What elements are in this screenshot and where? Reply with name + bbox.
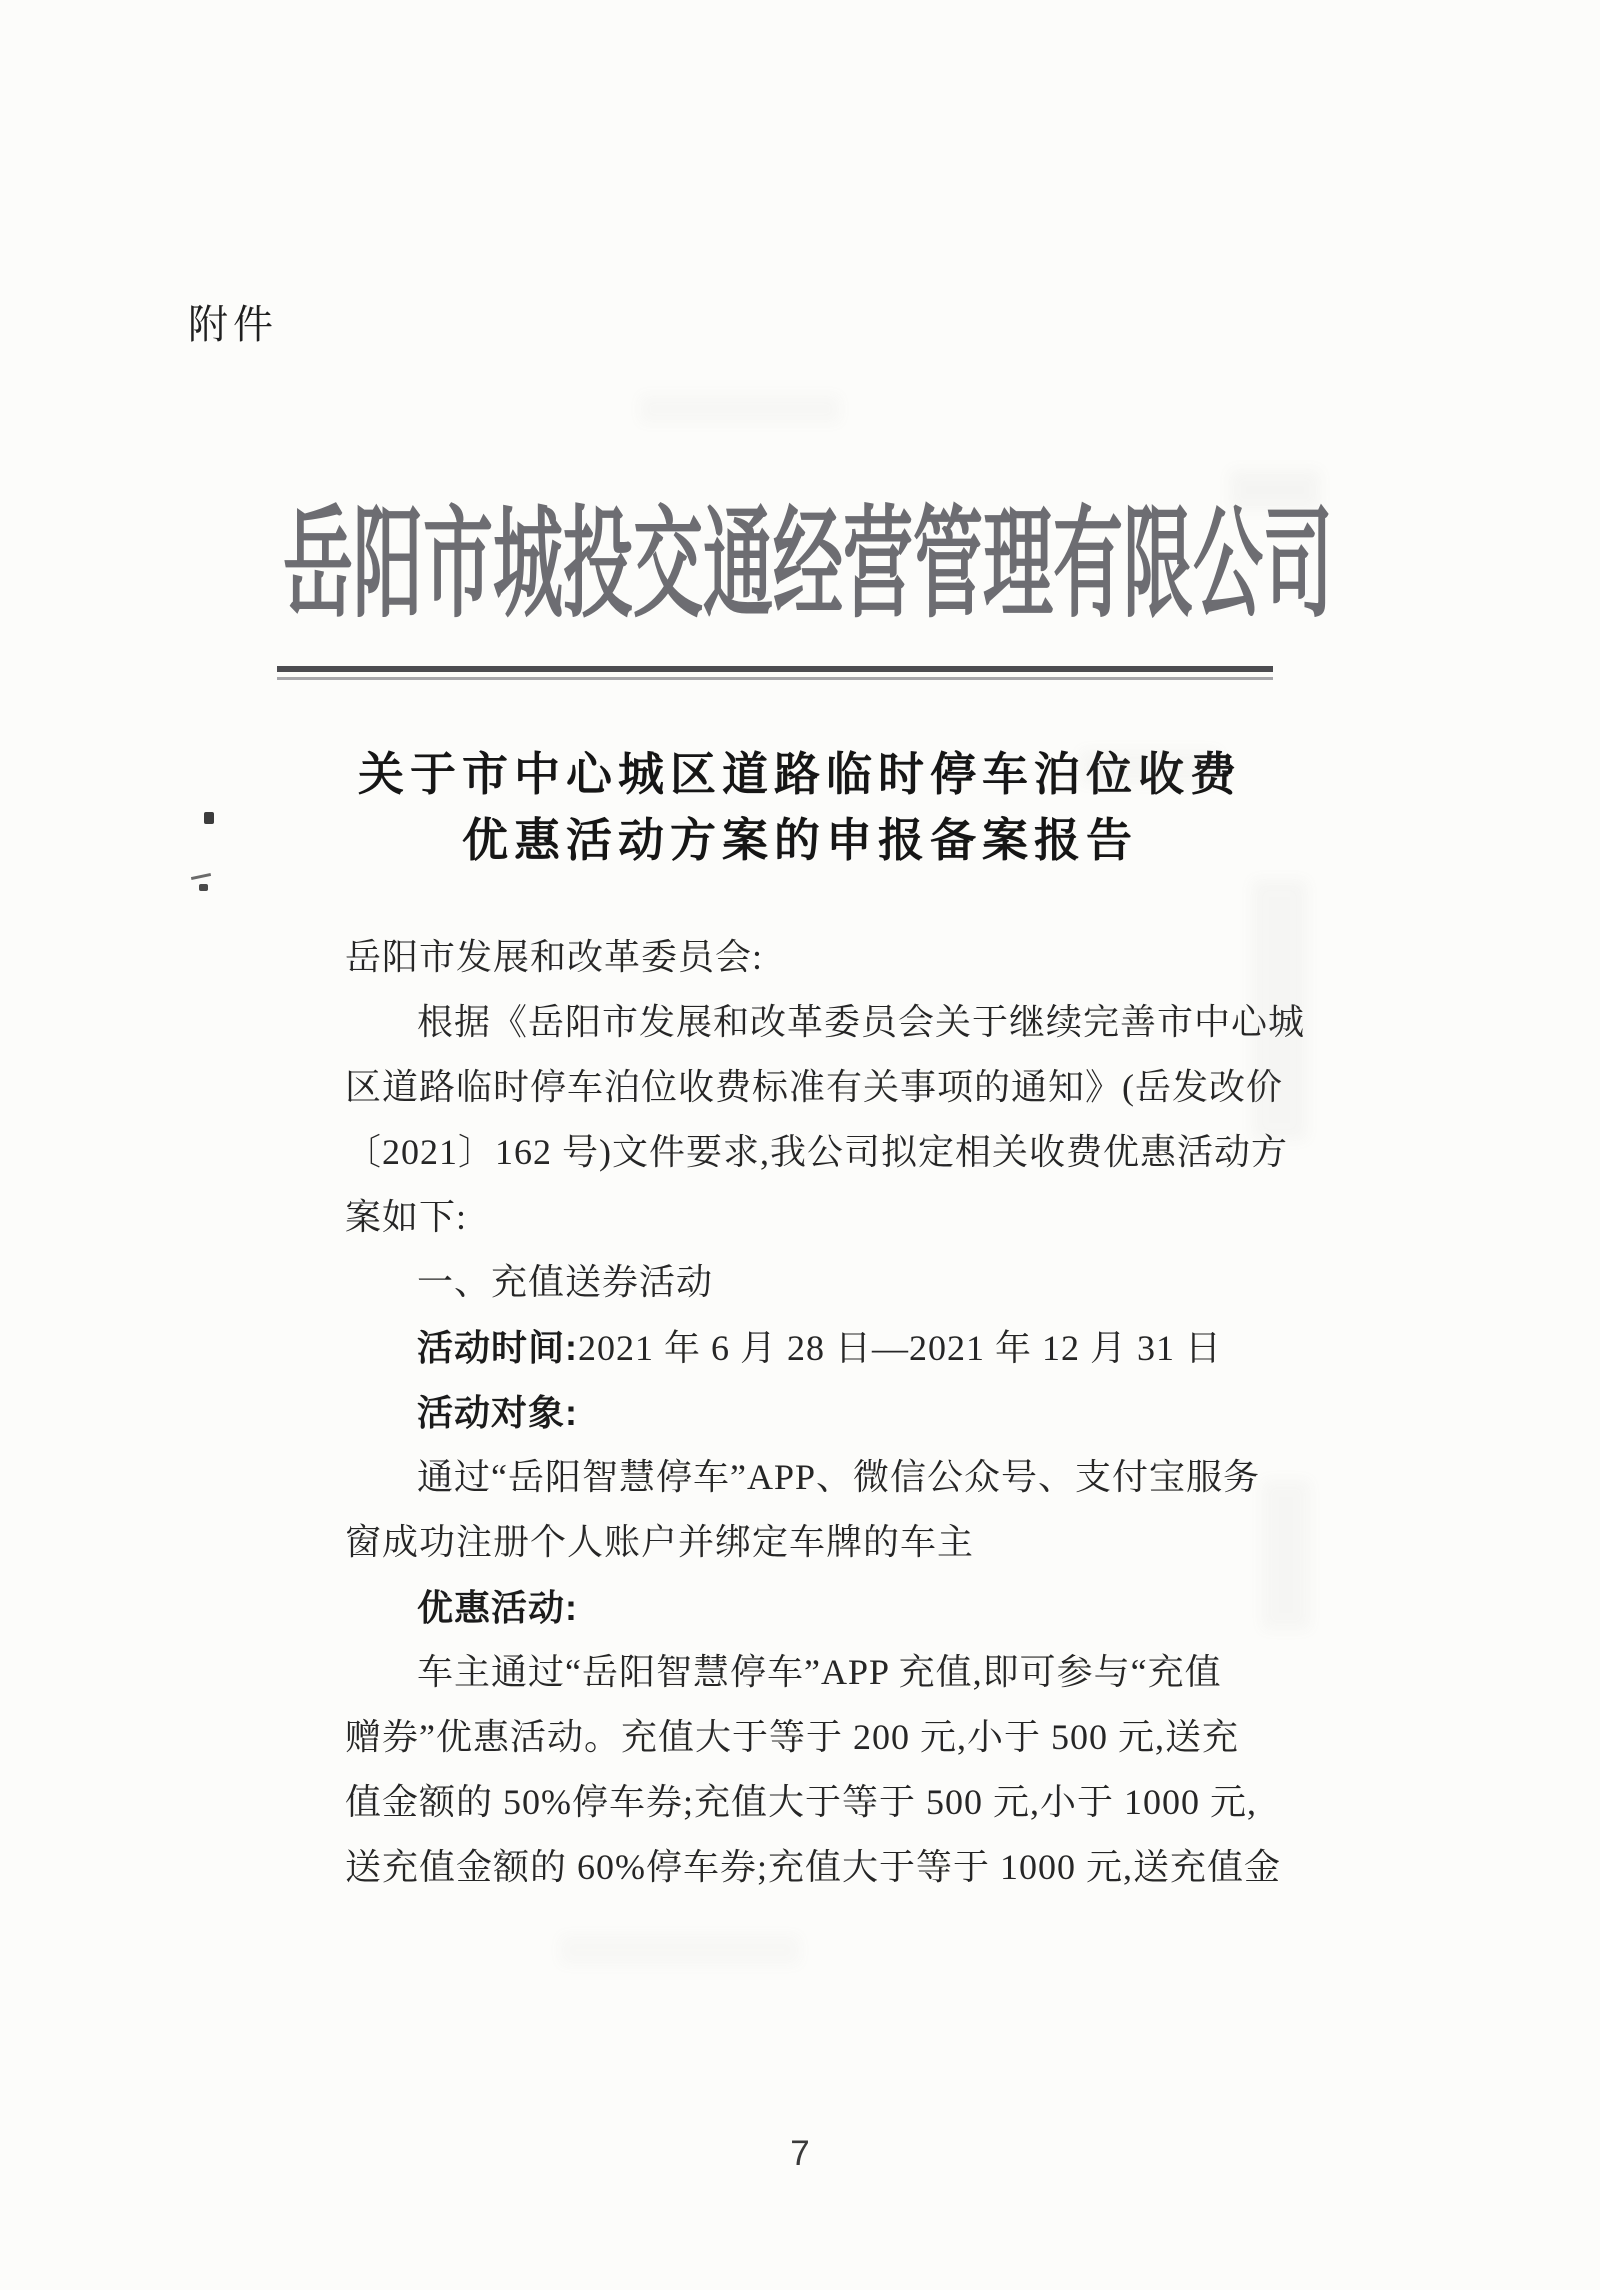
margin-ink-mark: [191, 873, 211, 880]
scan-noise: [640, 395, 840, 423]
body-text-block: [345, 925, 1306, 1900]
document-title-line1: 关于市中心城区道路临时停车泊位收费: [358, 748, 1242, 800]
body-line: [345, 1575, 1255, 1640]
body-line: [345, 1380, 1255, 1445]
body-segment: 根据《岳阳市发展和改革委员会关于继续完善市中心城: [417, 1002, 1306, 1042]
body-segment: 窗成功注册个人账户并绑定车牌的车主: [345, 1522, 975, 1562]
body-segment: 区道路临时停车泊位收费标准有关事项的通知》(岳发改价: [345, 1067, 1283, 1107]
body-segment: 通过“岳阳智慧停车”APP、微信公众号、支付宝服务: [417, 1457, 1260, 1497]
margin-ink-mark: [204, 812, 214, 824]
body-line: [345, 1705, 1255, 1770]
body-segment: 送充值金额的 60%停车券;充值大于等于 1000 元,送充值金: [345, 1847, 1281, 1887]
body-line: [345, 1315, 1255, 1380]
scan-noise: [1262, 1480, 1310, 1630]
body-line: [345, 1510, 1255, 1575]
body-line: [345, 990, 1306, 1055]
body-segment: 〔2021〕162 号)文件要求,我公司拟定相关收费优惠活动方: [345, 1132, 1288, 1172]
body-line: [345, 1770, 1255, 1835]
letterhead-organization-name: 岳阳市城投交通经营管理有限公司: [283, 500, 1333, 633]
scan-noise: [1230, 470, 1320, 510]
body-line: [345, 1120, 1288, 1185]
body-line: [345, 1445, 1260, 1510]
body-line: [345, 1185, 1255, 1250]
attachment-label: 附件: [188, 302, 278, 347]
margin-ink-mark: [199, 884, 208, 891]
body-line: [345, 1055, 1283, 1120]
scan-noise: [560, 1935, 800, 1965]
letterhead-rule-thin: [277, 677, 1273, 680]
document-title-line2: 优惠活动方案的申报备案报告: [462, 814, 1138, 866]
scan-noise: [1252, 880, 1307, 1140]
body-segment: 赠券”优惠活动。充值大于等于 200 元,小于 500 元,送充: [345, 1717, 1239, 1757]
body-segment: 值金额的 50%停车券;充值大于等于 500 元,小于 1000 元,: [345, 1782, 1257, 1822]
body-segment: 车主通过“岳阳智慧停车”APP 充值,即可参与“充值: [417, 1652, 1222, 1692]
body-segment-bold: 优惠活动:: [417, 1587, 578, 1628]
letterhead-rule-thick: [277, 666, 1273, 672]
body-segment-bold: 活动对象:: [417, 1392, 578, 1433]
body-line: [345, 925, 1255, 990]
body-segment: 岳阳市发展和改革委员会:: [345, 937, 764, 977]
body-segment: 一、充值送券活动: [417, 1262, 714, 1302]
body-line: [345, 1250, 1255, 1315]
scan-noise: [1080, 750, 1220, 784]
body-line: [345, 1835, 1281, 1900]
body-segment: 2021 年 6 月 28 日—2021 年 12 月 31 日: [578, 1328, 1223, 1368]
body-segment-bold: 活动时间:: [417, 1327, 578, 1368]
page-number: 7: [790, 2134, 810, 2173]
body-line: [345, 1640, 1255, 1705]
body-segment: 案如下:: [345, 1197, 468, 1237]
